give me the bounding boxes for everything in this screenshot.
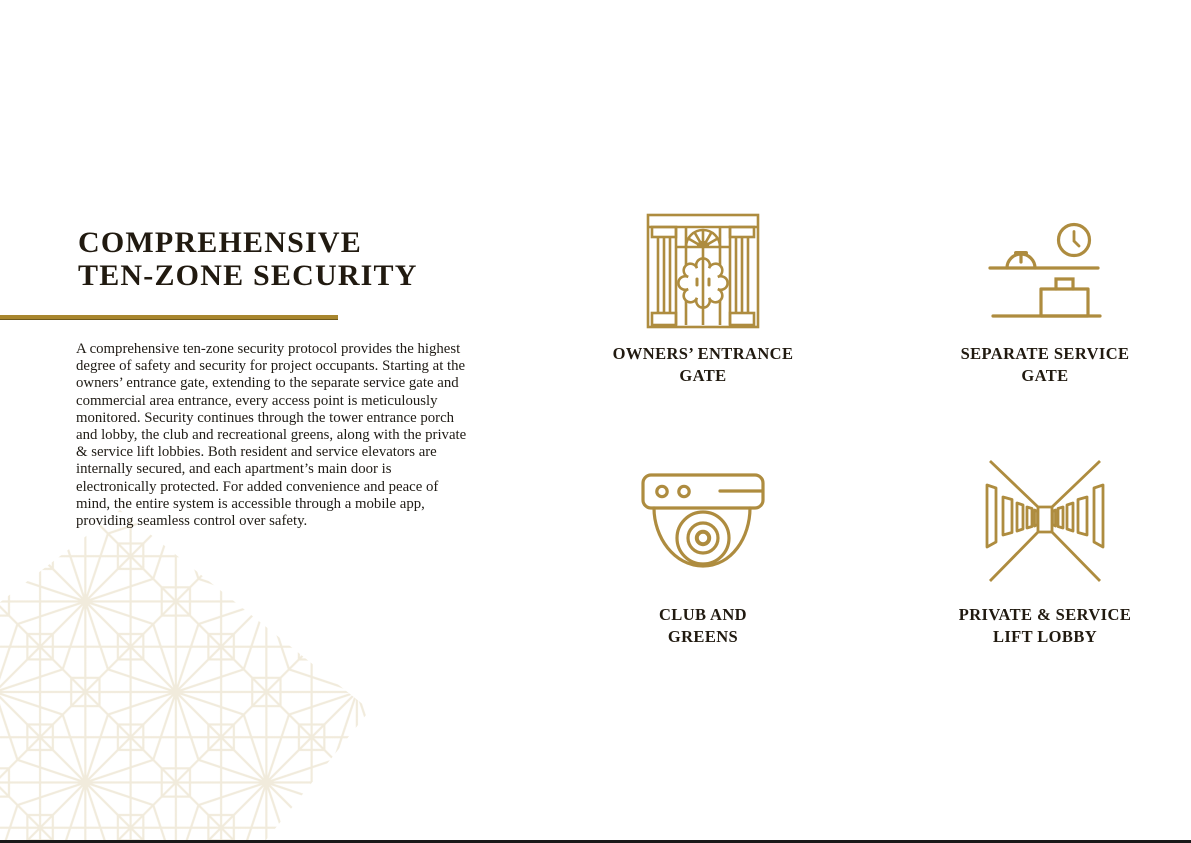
icon-box <box>646 210 760 332</box>
feature-label-line1: CLUB AND <box>658 605 747 624</box>
feature-label <box>659 604 747 648</box>
feature-label <box>959 604 1131 648</box>
feature-label-line2: GATE <box>679 366 727 385</box>
feature-label-line1: SEPARATE SERVICE <box>960 344 1130 363</box>
corridor-icon <box>982 457 1108 585</box>
page-title <box>78 226 418 292</box>
feature-private-service-lift-lobby <box>925 458 1165 648</box>
ornate-gate-icon <box>646 213 760 329</box>
gold-divider-rule <box>0 315 338 320</box>
geometric-pattern-decoration <box>0 505 380 843</box>
feature-label-line2: GREENS <box>667 627 739 646</box>
feature-label-line1: PRIVATE & SERVICE <box>958 605 1132 624</box>
icon-box <box>988 210 1103 332</box>
page-title-line2: TEN-ZONE SECURITY <box>78 259 418 292</box>
feature-owners-entrance-gate <box>583 210 823 387</box>
reception-desk-icon <box>988 222 1103 320</box>
feature-label <box>961 343 1130 387</box>
feature-label-line2: GATE <box>1021 366 1069 385</box>
intro-paragraph: A comprehensive ten-zone security protocol provides the highest degree of safety and security for project occupants. Starting at the owners’ entrance gate, extending to the separate service gate and commercial area entrance, every access point is meticulously monitored. Security continues through the tower entrance porch and lobby, the club and recreational greens, along with the private & service lift lobbies. Both resident and service elevators are internally secured, and each apartment’s main door is electronically protected. For added convenience and peace of mind, the entire system is accessible through a mobile app, providing seamless control over safety. <box>76 341 467 530</box>
feature-separate-service-gate <box>925 210 1165 387</box>
feature-club-and-greens <box>583 458 823 648</box>
feature-label-line2: LIFT LOBBY <box>992 627 1098 646</box>
feature-label-line1: OWNERS’ ENTRANCE <box>612 344 794 363</box>
icon-box <box>982 458 1108 584</box>
feature-label <box>613 343 794 387</box>
security-camera-icon <box>641 473 765 569</box>
icon-box <box>641 458 765 584</box>
page-title-line1: COMPREHENSIVE <box>78 226 362 259</box>
